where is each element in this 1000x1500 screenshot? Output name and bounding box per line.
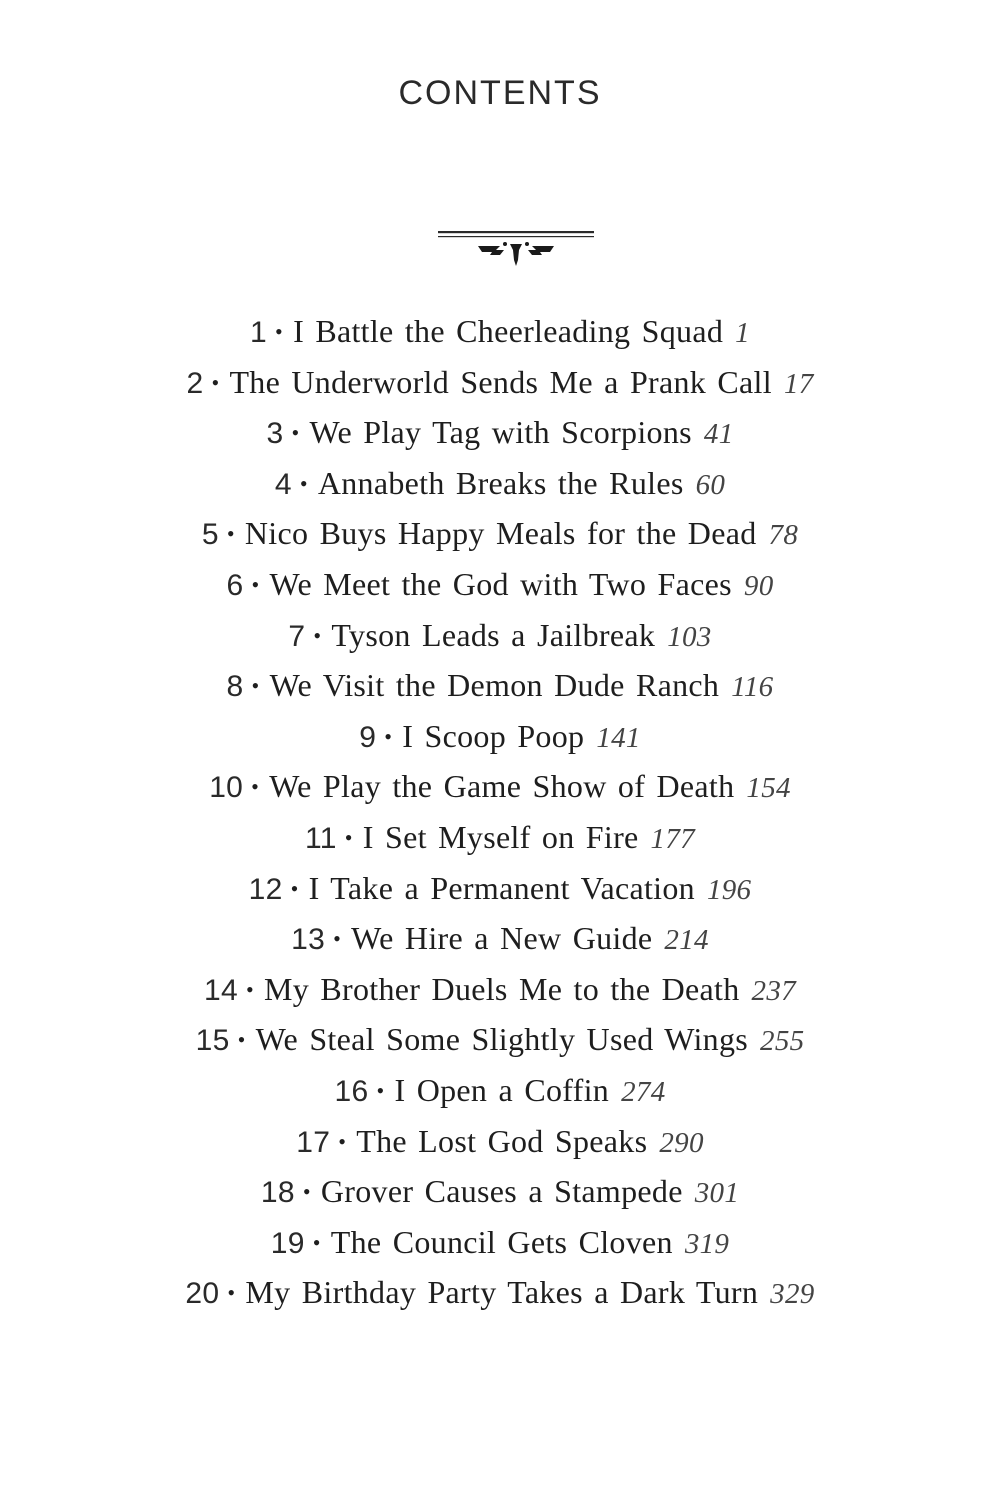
chapter-number: 18 <box>260 1176 295 1210</box>
page-number: 290 <box>659 1126 704 1159</box>
toc-entry[interactable] <box>0 761 1000 812</box>
bullet-icon: • <box>313 622 322 648</box>
page-number: 214 <box>664 924 709 957</box>
chapter-number: 14 <box>204 973 239 1007</box>
page-number: 41 <box>703 418 734 451</box>
toc-entry[interactable] <box>0 1116 1000 1167</box>
page-number: 196 <box>706 873 752 906</box>
chapter-title: I Open a Coffin <box>394 1071 610 1108</box>
bullet-icon: • <box>246 976 255 1002</box>
page-number: 60 <box>695 468 726 501</box>
chapter-number: 4 <box>274 467 292 501</box>
page-number: 237 <box>751 974 796 1007</box>
chapter-number: 16 <box>334 1074 369 1108</box>
chapter-title: My Brother Duels Me to the Death <box>264 970 740 1007</box>
chapter-number: 13 <box>291 923 326 957</box>
bullet-icon: • <box>275 319 284 344</box>
toc-entry[interactable] <box>0 407 1000 458</box>
page-number: 17 <box>783 367 814 400</box>
toc-entry[interactable] <box>0 1014 1000 1065</box>
bullet-icon: • <box>251 571 260 597</box>
chapter-number: 12 <box>248 872 283 906</box>
toc-entry[interactable] <box>0 1267 1000 1318</box>
chapter-title: My Birthday Party Takes a Dark Turn <box>245 1274 759 1311</box>
toc-entry[interactable] <box>0 863 1000 914</box>
toc-entry[interactable] <box>0 306 1000 357</box>
bullet-icon: • <box>376 1077 385 1103</box>
page-number: 116 <box>731 671 774 704</box>
bullet-icon: • <box>302 1179 311 1205</box>
chapter-number: 1 <box>250 316 268 349</box>
page-number: 319 <box>684 1227 730 1260</box>
toc-entry[interactable] <box>0 1166 1000 1217</box>
toc-entry[interactable] <box>0 913 1000 964</box>
chapter-title: Grover Causes a Stampede <box>320 1173 683 1210</box>
toc-entry[interactable] <box>0 610 1000 661</box>
page-number: 329 <box>770 1278 815 1311</box>
toc-entry[interactable] <box>0 559 1000 610</box>
chapter-title: I Scoop Poop <box>402 717 585 754</box>
toc-entry[interactable] <box>0 508 1000 559</box>
page-number: 141 <box>596 721 641 754</box>
toc-entry[interactable] <box>0 1065 1000 1116</box>
chapter-title: We Hire a New Guide <box>351 920 653 957</box>
toc-entry[interactable] <box>0 964 1000 1015</box>
chapter-number: 5 <box>201 518 219 552</box>
toc-entry[interactable] <box>0 1217 1000 1268</box>
bullet-icon: • <box>290 875 299 901</box>
bullet-icon: • <box>299 470 308 496</box>
toc-entry[interactable] <box>0 357 1000 408</box>
chapter-number: 9 <box>359 720 377 754</box>
bullet-icon: • <box>227 1280 236 1306</box>
chapter-number: 11 <box>305 821 337 855</box>
chapter-title: We Meet the God with Two Faces <box>269 565 732 602</box>
chapter-title: I Battle the Cheerleading Squad <box>293 313 724 349</box>
toc-entry[interactable] <box>0 812 1000 863</box>
page-number: 301 <box>694 1177 740 1210</box>
bullet-icon: • <box>211 369 220 395</box>
bullet-icon: • <box>338 1128 347 1154</box>
chapter-number: 17 <box>296 1125 331 1159</box>
chapter-number: 19 <box>270 1226 305 1260</box>
bullet-icon: • <box>384 723 393 749</box>
chapter-number: 7 <box>288 619 306 653</box>
page-number: 1 <box>735 317 750 349</box>
chapter-title: Tyson Leads a Jailbreak <box>331 616 656 653</box>
chapter-title: The Underworld Sends Me a Prank Call <box>229 363 772 400</box>
chapter-number: 6 <box>226 568 244 602</box>
chapter-title: We Steal Some Slightly Used Wings <box>255 1021 749 1058</box>
chapter-title: We Visit the Demon Dude Ranch <box>269 667 720 704</box>
bullet-icon: • <box>251 774 260 800</box>
page-number: 78 <box>768 519 799 552</box>
bullet-icon: • <box>251 673 260 699</box>
fleuron-divider-icon <box>438 228 594 270</box>
chapter-number: 20 <box>185 1277 220 1311</box>
page-number: 103 <box>667 620 712 653</box>
chapter-number: 8 <box>226 670 244 704</box>
toc-entry[interactable] <box>0 711 1000 762</box>
chapter-number: 15 <box>195 1024 230 1058</box>
toc-entry[interactable] <box>0 660 1000 711</box>
page-number: 274 <box>621 1075 666 1108</box>
page-number: 154 <box>746 772 791 805</box>
page-number: 177 <box>650 822 695 855</box>
chapter-title: I Set Myself on Fire <box>362 818 639 855</box>
chapter-number: 10 <box>209 771 244 805</box>
chapter-title: We Play Tag with Scorpions <box>309 414 692 451</box>
chapter-title: We Play the Game Show of Death <box>269 768 735 805</box>
chapter-number: 3 <box>266 417 284 451</box>
chapter-title: The Lost God Speaks <box>356 1122 648 1159</box>
chapter-title: Annabeth Breaks the Rules <box>317 464 684 501</box>
chapter-number: 2 <box>186 366 204 400</box>
bullet-icon: • <box>291 420 300 446</box>
page-number: 90 <box>743 569 774 602</box>
bullet-icon: • <box>344 824 353 850</box>
page-title: CONTENTS <box>398 74 602 112</box>
chapter-title: I Take a Permanent Vacation <box>308 869 695 906</box>
page-number: 255 <box>760 1025 805 1058</box>
table-of-contents <box>0 306 1000 1318</box>
bullet-icon: • <box>226 521 235 547</box>
bullet-icon: • <box>312 1229 321 1255</box>
bullet-icon: • <box>333 926 342 952</box>
bullet-icon: • <box>237 1027 246 1053</box>
chapter-title: The Council Gets Cloven <box>330 1223 673 1260</box>
chapter-title: Nico Buys Happy Meals for the Dead <box>244 515 757 552</box>
toc-entry[interactable] <box>0 458 1000 509</box>
